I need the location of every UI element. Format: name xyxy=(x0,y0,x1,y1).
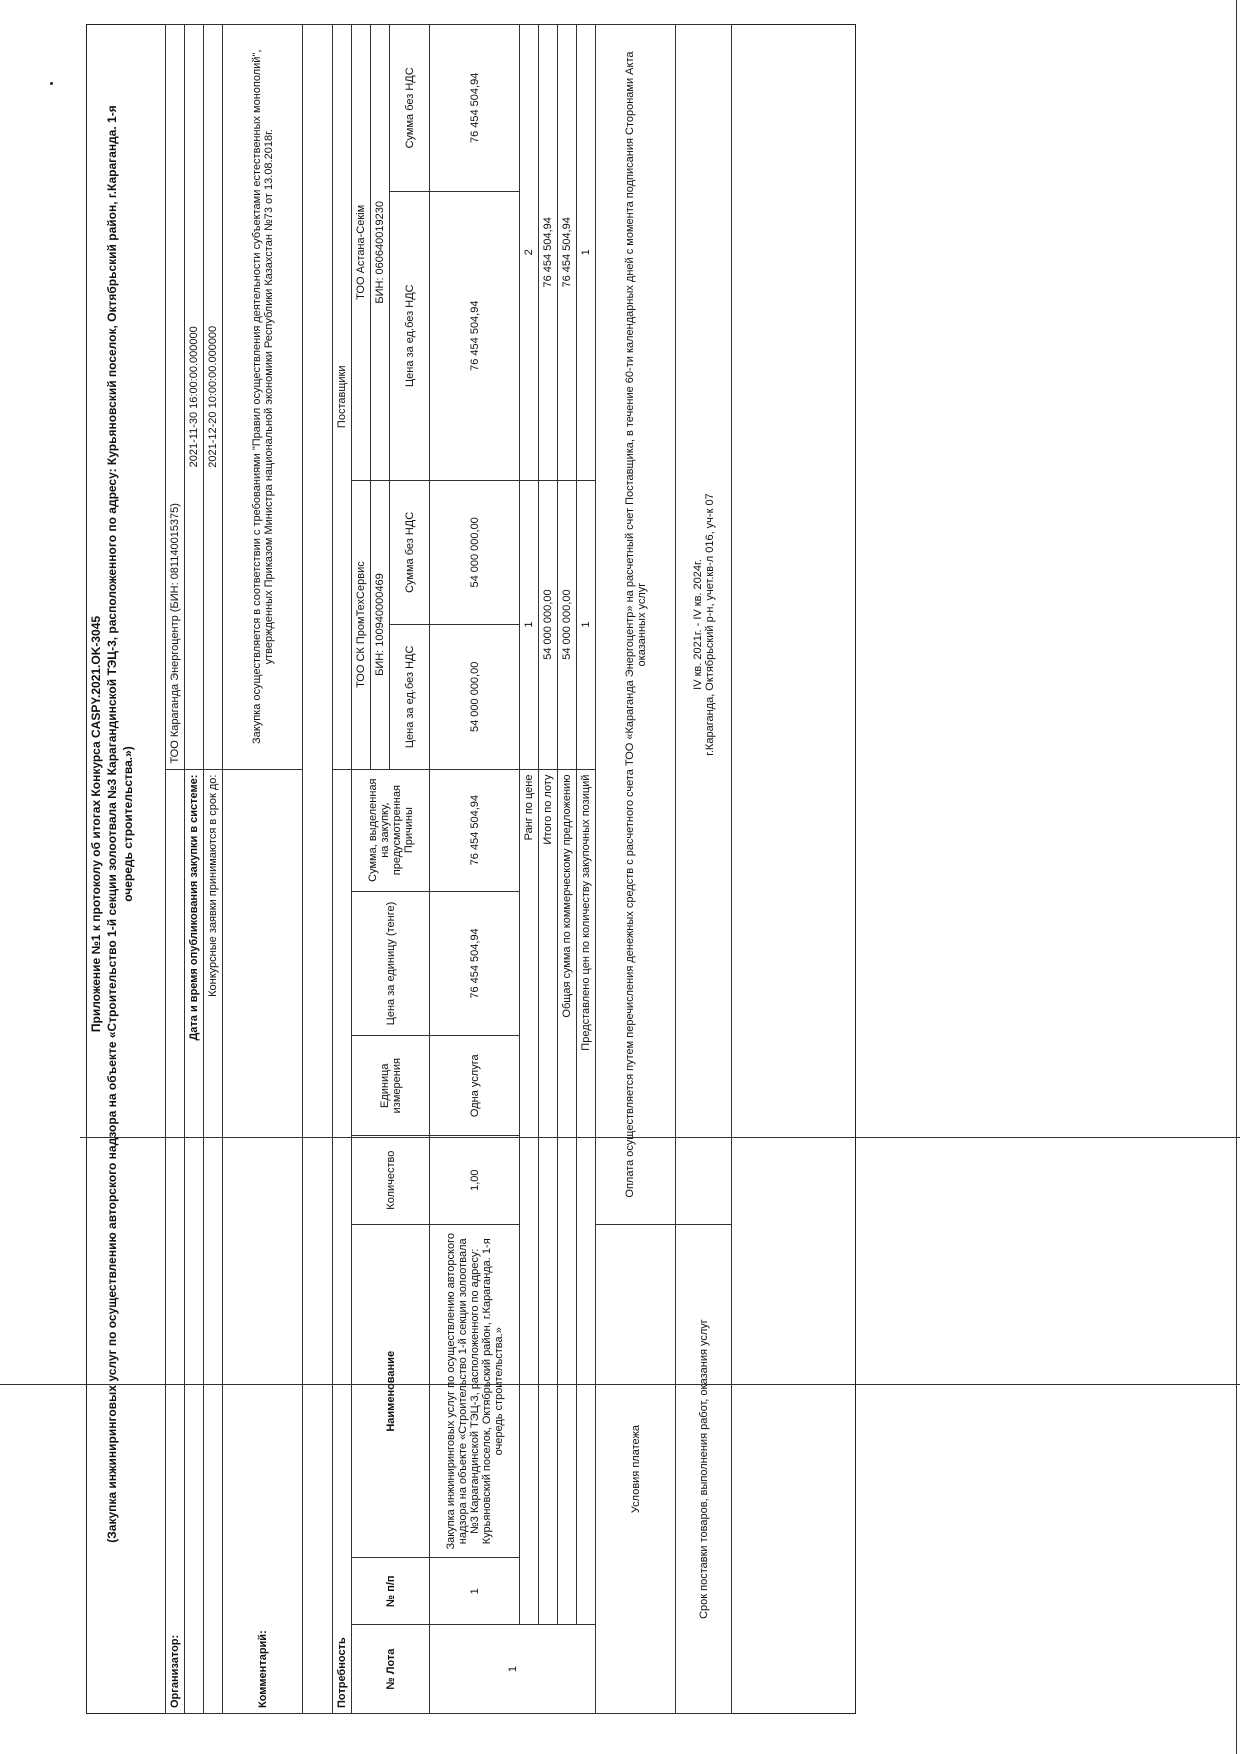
positions-label: Представлено цен по количеству закупочных позиций xyxy=(577,769,596,1625)
delivery-row xyxy=(676,25,732,1714)
results-table xyxy=(165,24,732,1714)
supplier-names-row xyxy=(352,25,371,1714)
deadline-label: Конкурсные заявки принимаются в срок до: xyxy=(204,769,223,1713)
total-offer-s2: 76 454 504,94 xyxy=(558,25,577,481)
comment-value: Закупка осуществляется в соответствии с требованиями "Правил осуществления деятельности субъектами естественных монополий", утвержденных Приказом Министра национальной экономики Республики Казахстан №73 от 13.08.2018г. xyxy=(223,25,303,770)
rank-row xyxy=(520,25,539,1714)
s1-price-header: Цена за ед.без НДС xyxy=(390,625,430,769)
total-lot-s1: 54 000 000,00 xyxy=(539,480,558,769)
s2-price: 76 454 504,94 xyxy=(430,191,520,480)
total-lot-label: Итого по лоту xyxy=(539,769,558,1625)
positions-s2: 1 xyxy=(577,25,596,481)
suppliers-label: Поставщики xyxy=(333,25,352,770)
organizer-row xyxy=(166,25,185,1714)
rank-s1: 1 xyxy=(520,480,539,769)
col-name-header: Наименование xyxy=(352,1225,430,1558)
total-offer-label: Общая сумма по коммерческому предложению xyxy=(558,769,577,1625)
positions-row xyxy=(577,25,596,1714)
lot-number: 1 xyxy=(430,1625,596,1714)
supplier-2-bin: БИН: 060640019230 xyxy=(371,25,390,481)
organizer-label: Организатор: xyxy=(166,769,185,1713)
col-allocated-header: Сумма, выделенная на закупку, предусмотренная Причины xyxy=(352,769,430,891)
header-line-3: очередь строительства.») xyxy=(121,746,135,902)
published-label: Дата и время опубликования закупки в системе: xyxy=(185,769,204,1713)
group-header-row xyxy=(333,25,352,1714)
rank-s2: 2 xyxy=(520,25,539,481)
supplier-1-name: ТОО СК ПромТехСервис xyxy=(352,480,371,769)
deadline-row xyxy=(204,25,223,1714)
table-row xyxy=(430,25,520,1714)
delivery-label: Срок поставки товаров, выполнения работ, оказания услуг xyxy=(676,1225,732,1714)
item-qty: 1,00 xyxy=(430,1136,520,1225)
payment-value: Оплата осуществляется путем перечисления денежных средств с расчетного счета ТОО «Караганда Энергоцентр» на расчетный счет Поставщика, в течение 60-ти календарных дней с момента подписания Сторонами Акта оказанных услуг xyxy=(596,25,676,1225)
col-num-header: № п/п xyxy=(352,1558,430,1625)
s1-sum: 54 000 000,00 xyxy=(430,480,520,624)
col-qty-header: Количество xyxy=(352,1136,430,1225)
col-lot-header: № Лота xyxy=(352,1625,430,1714)
spacer-row xyxy=(303,25,333,1714)
header-line-2: (Закупка инжиниринговых услуг по осуществлению авторского надзора на объекте «Строительство 1-й секции золоотвала №3 Карагандинской ТЭЦ-3, расположенного по адресу: Курьяновский поселок, Октябрьский район, г.Караганда. 1-я xyxy=(105,105,119,1543)
payment-label: Условия платежа xyxy=(596,1225,676,1714)
total-lot-row xyxy=(539,25,558,1714)
item-allocated: 76 454 504,94 xyxy=(430,769,520,891)
payment-row xyxy=(596,25,676,1714)
col-unit-header: Единица измерения xyxy=(352,1036,430,1136)
delivery-place: г.Караганда, Октябрьский р-н, учет.кв-л 016, уч-к 07 xyxy=(703,493,716,756)
need-label: Потребность xyxy=(333,769,352,1713)
delivery-value xyxy=(676,25,732,1225)
organizer-value: ТОО Караганда Энергоцентр (БИН: 081140015375) xyxy=(166,25,185,770)
s2-sum: 76 454 504,94 xyxy=(430,25,520,192)
comment-label: Комментарий: xyxy=(223,769,303,1713)
total-lot-s2: 76 454 504,94 xyxy=(539,25,558,481)
col-unit-price-header: Цена за единицу (тенге) xyxy=(352,891,430,1035)
row-number: 1 xyxy=(430,1558,520,1625)
published-value: 2021-11-30 16:00:00.000000 xyxy=(185,25,204,770)
item-unit-price: 76 454 504,94 xyxy=(430,891,520,1035)
s1-price: 54 000 000,00 xyxy=(430,625,520,769)
published-row xyxy=(185,25,204,1714)
header-line-1: Приложение №1 к протоколу об итогах Конкурса CASPY.2021.OK-3045 xyxy=(89,615,103,1033)
s1-sum-header: Сумма без НДС xyxy=(390,480,430,624)
item-name: Закупка инжиниринговых услуг по осуществлению авторского надзора на объекте «Строительство 1-й секции золоотвала №3 Карагандинской ТЭЦ-3, расположенного по адресу: Курьяновский поселок, Октябрьский район, г.Караганда. 1-я очередь строительства.» xyxy=(430,1225,520,1558)
s2-price-header: Цена за ед.без НДС xyxy=(390,191,430,480)
total-offer-s1: 54 000 000,00 xyxy=(558,480,577,769)
s2-sum-header: Сумма без НДС xyxy=(390,25,430,192)
positions-s1: 1 xyxy=(577,480,596,769)
supplier-2-name: ТОО Астана-Секім xyxy=(352,25,371,481)
comment-row xyxy=(223,25,303,1714)
total-offer-row xyxy=(558,25,577,1714)
delivery-period: IV кв. 2021г. - IV кв. 2024г. xyxy=(691,559,704,690)
supplier-1-bin: БИН: 100940000469 xyxy=(371,480,390,769)
rank-label: Ранг по цене xyxy=(520,769,539,1625)
deadline-value: 2021-12-20 10:00:00.000000 xyxy=(204,25,223,770)
item-unit: Одна услуга xyxy=(430,1036,520,1136)
